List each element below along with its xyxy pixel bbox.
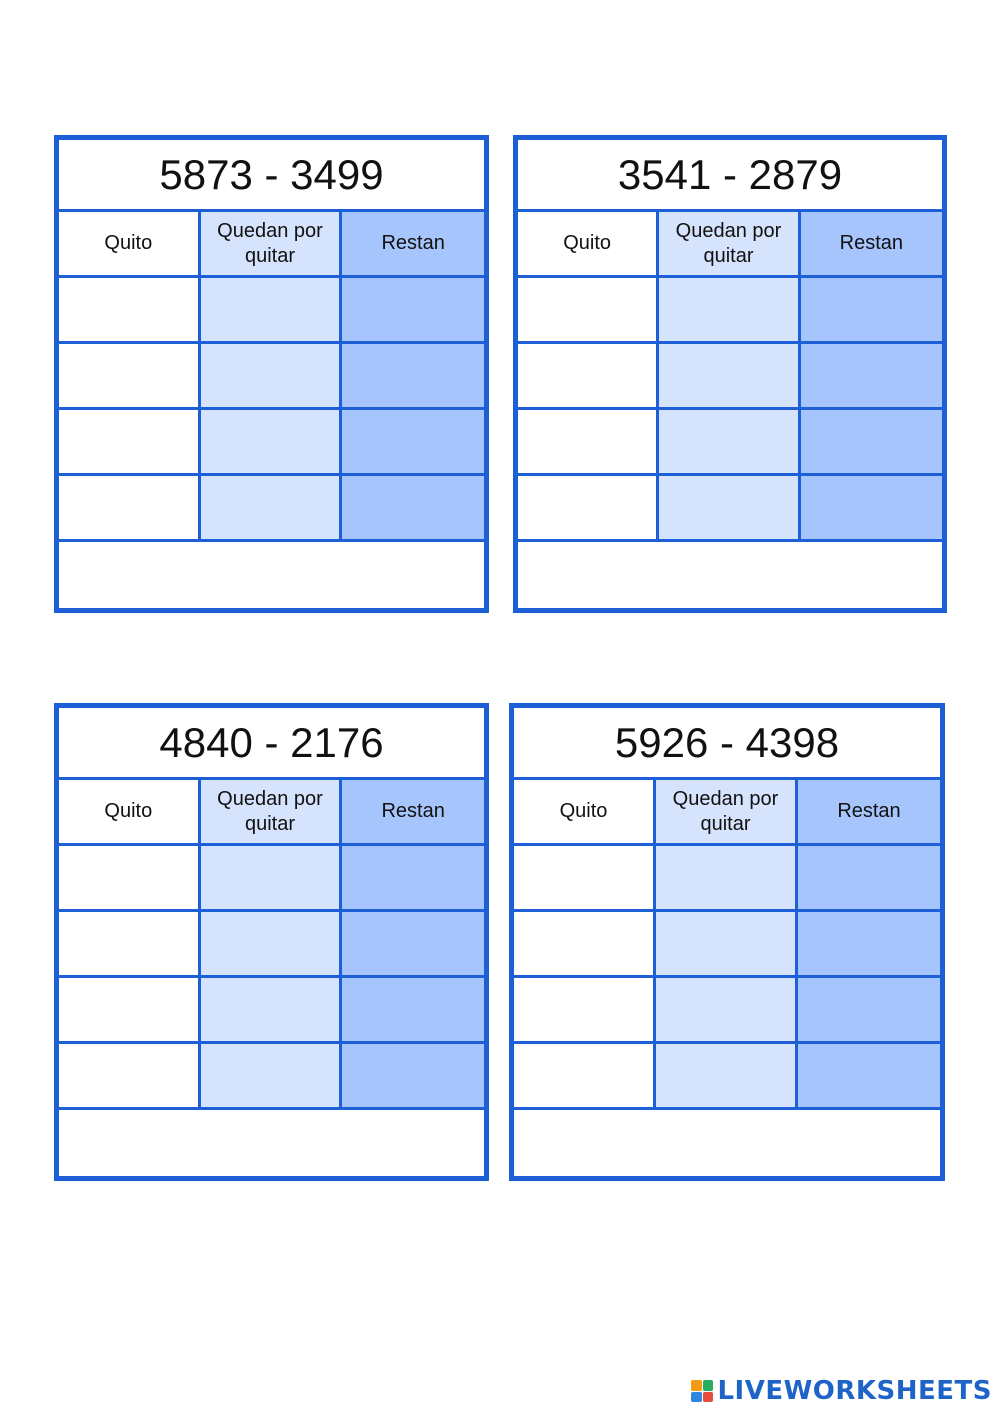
input-restan-row-3[interactable] xyxy=(801,410,942,476)
input-quedan-row-1[interactable] xyxy=(659,278,800,344)
subtraction-card-4 xyxy=(509,703,945,1181)
input-restan-row-3[interactable] xyxy=(342,410,484,476)
result-answer-field[interactable] xyxy=(59,542,484,608)
input-restan-row-2[interactable] xyxy=(342,912,484,978)
header-quito: Quito xyxy=(59,780,201,846)
input-restan-row-2[interactable] xyxy=(798,912,940,978)
input-restan-row-4[interactable] xyxy=(342,1044,484,1110)
subtraction-table xyxy=(59,780,484,1110)
liveworksheets-logo-icon xyxy=(691,1380,713,1402)
input-quito-row-4[interactable] xyxy=(59,476,201,542)
input-restan-row-4[interactable] xyxy=(342,476,484,542)
input-quedan-row-2[interactable] xyxy=(201,912,343,978)
input-restan-row-4[interactable] xyxy=(798,1044,940,1110)
input-restan-row-1[interactable] xyxy=(798,846,940,912)
input-restan-row-3[interactable] xyxy=(798,978,940,1044)
input-restan-row-3[interactable] xyxy=(342,978,484,1044)
subtraction-table xyxy=(514,780,940,1110)
input-quito-row-4[interactable] xyxy=(514,1044,656,1110)
input-quedan-row-3[interactable] xyxy=(201,410,343,476)
input-quedan-row-1[interactable] xyxy=(201,846,343,912)
result-answer-field[interactable] xyxy=(514,1110,940,1176)
input-quedan-row-3[interactable] xyxy=(659,410,800,476)
header-quedan-por-quitar: Quedan por quitar xyxy=(201,780,343,846)
header-quedan-por-quitar: Quedan por quitar xyxy=(201,212,343,278)
input-quito-row-3[interactable] xyxy=(59,978,201,1044)
input-quito-row-2[interactable] xyxy=(59,912,201,978)
input-quedan-row-2[interactable] xyxy=(201,344,343,410)
input-restan-row-1[interactable] xyxy=(342,278,484,344)
header-quedan-por-quitar: Quedan por quitar xyxy=(656,780,798,846)
input-quito-row-1[interactable] xyxy=(59,278,201,344)
header-restan: Restan xyxy=(801,212,942,278)
input-restan-row-1[interactable] xyxy=(801,278,942,344)
input-quito-row-1[interactable] xyxy=(518,278,659,344)
input-quito-row-2[interactable] xyxy=(514,912,656,978)
input-quedan-row-3[interactable] xyxy=(201,978,343,1044)
input-quito-row-4[interactable] xyxy=(518,476,659,542)
header-quito: Quito xyxy=(518,212,659,278)
input-quito-row-1[interactable] xyxy=(514,846,656,912)
header-restan: Restan xyxy=(342,780,484,846)
liveworksheets-logo xyxy=(691,1376,992,1406)
input-quedan-row-4[interactable] xyxy=(201,476,343,542)
input-restan-row-2[interactable] xyxy=(801,344,942,410)
header-quito: Quito xyxy=(59,212,201,278)
input-quedan-row-3[interactable] xyxy=(656,978,798,1044)
input-restan-row-1[interactable] xyxy=(342,846,484,912)
input-quedan-row-2[interactable] xyxy=(659,344,800,410)
result-answer-field[interactable] xyxy=(518,542,942,608)
subtraction-card-1 xyxy=(54,135,489,613)
input-quedan-row-1[interactable] xyxy=(656,846,798,912)
input-quito-row-4[interactable] xyxy=(59,1044,201,1110)
subtraction-table xyxy=(518,212,942,542)
card-title: 5873 - 3499 xyxy=(59,140,484,212)
result-answer-field[interactable] xyxy=(59,1110,484,1176)
input-quedan-row-4[interactable] xyxy=(656,1044,798,1110)
card-title: 5926 - 4398 xyxy=(514,708,940,780)
liveworksheets-logo-text: LIVEWORKSHEETS xyxy=(717,1376,992,1406)
subtraction-card-3 xyxy=(54,703,489,1181)
input-restan-row-2[interactable] xyxy=(342,344,484,410)
header-quedan-por-quitar: Quedan por quitar xyxy=(659,212,800,278)
input-quito-row-2[interactable] xyxy=(518,344,659,410)
input-quito-row-2[interactable] xyxy=(59,344,201,410)
card-title: 3541 - 2879 xyxy=(518,140,942,212)
input-quito-row-1[interactable] xyxy=(59,846,201,912)
input-quito-row-3[interactable] xyxy=(514,978,656,1044)
subtraction-card-2 xyxy=(513,135,947,613)
header-restan: Restan xyxy=(798,780,940,846)
input-restan-row-4[interactable] xyxy=(801,476,942,542)
header-quito: Quito xyxy=(514,780,656,846)
input-quedan-row-2[interactable] xyxy=(656,912,798,978)
subtraction-table xyxy=(59,212,484,542)
card-title: 4840 - 2176 xyxy=(59,708,484,780)
input-quedan-row-4[interactable] xyxy=(659,476,800,542)
input-quito-row-3[interactable] xyxy=(518,410,659,476)
input-quedan-row-1[interactable] xyxy=(201,278,343,344)
header-restan: Restan xyxy=(342,212,484,278)
input-quedan-row-4[interactable] xyxy=(201,1044,343,1110)
input-quito-row-3[interactable] xyxy=(59,410,201,476)
